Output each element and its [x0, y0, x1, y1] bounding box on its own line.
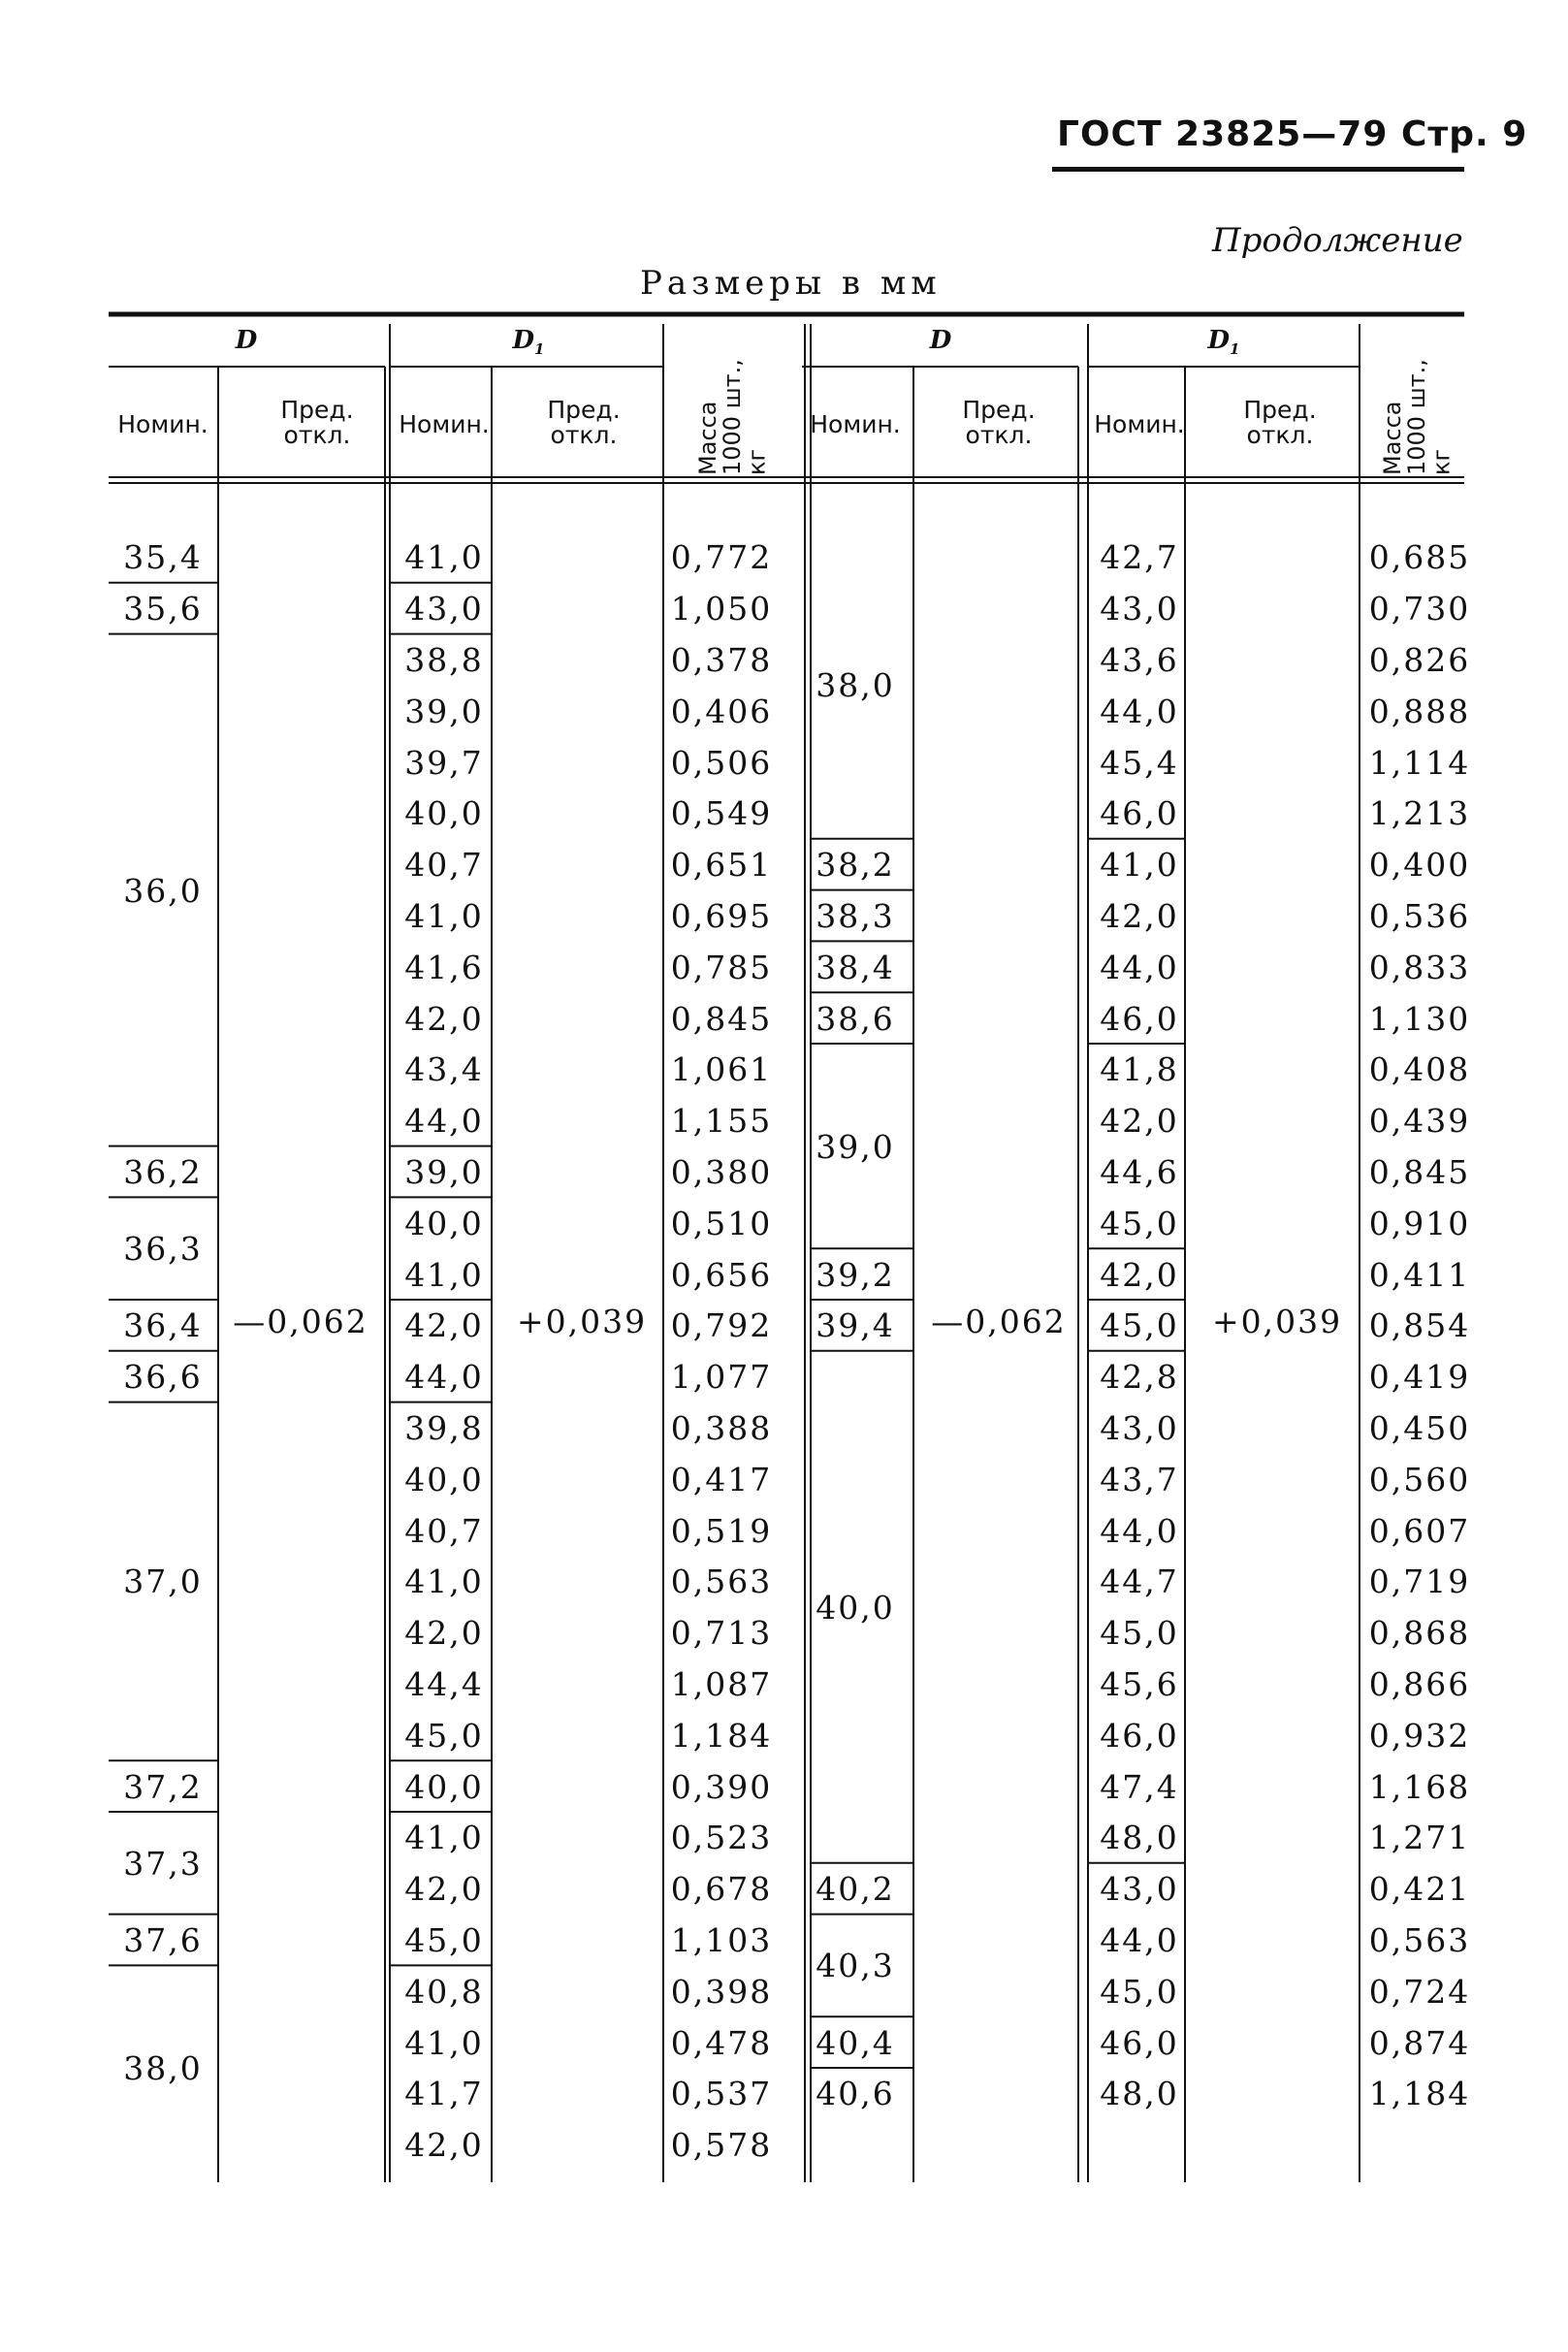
- left-d-nominal: 37,0: [123, 1563, 203, 1601]
- right-d1-nominal: 45,0: [1100, 1204, 1179, 1242]
- right-d1-nominal: 46,0: [1100, 2023, 1179, 2062]
- right-mass: 0,560: [1368, 1460, 1471, 1498]
- left-d1-nominal: 45,0: [404, 1921, 484, 1959]
- left-mass: 0,417: [670, 1460, 773, 1498]
- col-d1-nom-header-right: Номин.: [1094, 410, 1185, 438]
- left-mass: 0,578: [670, 2126, 773, 2165]
- right-mass: 0,563: [1368, 1921, 1471, 1959]
- left-mass: 0,651: [670, 846, 773, 885]
- col-d1-nom-header: Номин.: [399, 410, 490, 438]
- left-mass: 0,695: [670, 897, 773, 935]
- left-d-nominal: 36,0: [123, 871, 203, 910]
- left-d-tolerance: —0,062: [233, 1303, 368, 1340]
- left-d1-nominal: 40,0: [404, 1460, 484, 1498]
- right-d-nominal: 38,6: [816, 999, 895, 1038]
- right-mass: 1,184: [1368, 2075, 1471, 2113]
- right-mass: 0,730: [1368, 590, 1471, 628]
- right-mass: 0,833: [1368, 948, 1471, 986]
- col-d1-header-right: $D_1$: [1207, 326, 1240, 359]
- left-d1-nominal: 40,0: [404, 1204, 484, 1242]
- right-d1-nominal: 43,6: [1100, 641, 1179, 679]
- col-d1-dev-header: Пред. откл.: [547, 396, 621, 450]
- right-d-tolerance: —0,062: [931, 1303, 1067, 1340]
- left-d1-nominal: 41,6: [404, 948, 484, 986]
- right-mass: 0,450: [1368, 1409, 1471, 1447]
- col-d1-dev-header-right: Пред. откл.: [1243, 396, 1317, 450]
- right-d1-nominal: 41,8: [1100, 1050, 1179, 1089]
- table-grid: [109, 310, 1464, 2182]
- right-d1-nominal: 44,0: [1100, 948, 1179, 986]
- right-d-nominal: 40,2: [816, 1870, 895, 1909]
- left-d1-nominal: 40,0: [404, 1767, 484, 1806]
- right-mass: 1,168: [1368, 1767, 1471, 1806]
- right-mass: 0,421: [1368, 1870, 1471, 1909]
- left-d-nominal: 36,3: [123, 1230, 203, 1269]
- left-mass: 0,772: [670, 538, 773, 577]
- right-mass: 0,854: [1368, 1306, 1471, 1345]
- left-d1-nominal: 45,0: [404, 1716, 484, 1755]
- right-mass: 0,868: [1368, 1614, 1471, 1653]
- right-d-nominal: 40,6: [816, 2075, 895, 2113]
- right-mass: 0,826: [1368, 641, 1471, 679]
- left-mass: 1,061: [670, 1050, 773, 1089]
- left-mass: 0,519: [670, 1511, 773, 1550]
- right-d1-nominal: 42,8: [1100, 1358, 1179, 1397]
- col-mass-header: Масса 1000 шт., кг: [694, 359, 771, 475]
- right-mass: 0,400: [1368, 846, 1471, 885]
- right-d-nominal: 38,4: [816, 948, 895, 986]
- continuation-label: Продолжение: [1212, 221, 1463, 260]
- left-d1-tolerance: +0,039: [516, 1303, 648, 1340]
- left-mass: 1,184: [670, 1716, 773, 1755]
- right-d1-nominal: 43,0: [1100, 590, 1179, 628]
- right-mass: 0,411: [1368, 1255, 1471, 1294]
- right-mass: 0,724: [1368, 1972, 1471, 2011]
- right-d1-nominal: 46,0: [1100, 1716, 1179, 1755]
- left-d1-nominal: 38,8: [404, 641, 484, 679]
- header-rule: [1052, 167, 1464, 172]
- col-mass-header-right: Масса 1000 шт., кг: [1379, 359, 1456, 475]
- right-d1-nominal: 44,0: [1100, 692, 1179, 730]
- left-d1-nominal: 43,4: [404, 1050, 484, 1089]
- right-d1-nominal: 42,0: [1100, 1255, 1179, 1294]
- left-mass: 0,523: [670, 1819, 773, 1857]
- left-d1-nominal: 41,0: [404, 1255, 484, 1294]
- left-d1-nominal: 41,0: [404, 1819, 484, 1857]
- left-mass: 1,087: [670, 1665, 773, 1703]
- left-d-nominal: 36,6: [123, 1358, 203, 1397]
- left-mass: 0,406: [670, 692, 773, 730]
- left-d-nominal: 35,4: [123, 538, 203, 577]
- left-d-nominal: 36,4: [123, 1306, 203, 1345]
- left-d1-nominal: 39,7: [404, 743, 484, 782]
- units-caption: Размеры в мм: [640, 264, 942, 303]
- right-mass: 0,607: [1368, 1511, 1471, 1550]
- left-d-nominal: 36,2: [123, 1153, 203, 1191]
- right-d1-nominal: 45,4: [1100, 743, 1179, 782]
- right-d1-nominal: 46,0: [1100, 999, 1179, 1038]
- left-d1-nominal: 42,0: [404, 1306, 484, 1345]
- left-mass: 0,398: [670, 1972, 773, 2011]
- right-d1-nominal: 44,7: [1100, 1563, 1179, 1601]
- left-d1-nominal: 42,0: [404, 999, 484, 1038]
- right-mass: 1,130: [1368, 999, 1471, 1038]
- right-d-nominal: 39,4: [816, 1306, 895, 1345]
- left-mass: 0,785: [670, 948, 773, 986]
- left-mass: 0,390: [670, 1767, 773, 1806]
- col-d-dev-header-right: Пред. откл.: [962, 396, 1036, 450]
- left-mass: 0,656: [670, 1255, 773, 1294]
- left-mass: 0,478: [670, 2023, 773, 2062]
- right-mass: 1,213: [1368, 794, 1471, 833]
- left-d1-nominal: 44,0: [404, 1102, 484, 1141]
- left-mass: 0,388: [670, 1409, 773, 1447]
- left-mass: 0,506: [670, 743, 773, 782]
- right-mass: 0,536: [1368, 897, 1471, 935]
- right-d1-nominal: 45,0: [1100, 1614, 1179, 1653]
- right-d1-nominal: 46,0: [1100, 794, 1179, 833]
- left-mass: 0,792: [670, 1306, 773, 1345]
- left-d1-nominal: 41,7: [404, 2075, 484, 2113]
- right-mass: 0,719: [1368, 1563, 1471, 1601]
- left-d1-nominal: 40,0: [404, 794, 484, 833]
- left-d1-nominal: 41,0: [404, 538, 484, 577]
- left-d1-nominal: 42,0: [404, 1870, 484, 1909]
- left-d1-nominal: 41,0: [404, 2023, 484, 2062]
- col-d-nom-header-right: Номин.: [810, 410, 901, 438]
- right-d1-nominal: 43,0: [1100, 1409, 1179, 1447]
- right-d1-nominal: 45,0: [1100, 1306, 1179, 1345]
- left-d1-nominal: 42,0: [404, 1614, 484, 1653]
- right-d1-nominal: 43,7: [1100, 1460, 1179, 1498]
- left-mass: 0,380: [670, 1153, 773, 1191]
- right-d1-tolerance: +0,039: [1211, 1303, 1343, 1340]
- col-d-header-right: D: [929, 326, 952, 355]
- right-mass: 0,910: [1368, 1204, 1471, 1242]
- left-d1-nominal: 44,4: [404, 1665, 484, 1703]
- left-mass: 0,378: [670, 641, 773, 679]
- right-mass: 0,419: [1368, 1358, 1471, 1397]
- left-mass: 0,563: [670, 1563, 773, 1601]
- right-mass: 0,685: [1368, 538, 1471, 577]
- doc-number: ГОСТ 23825—79: [1057, 114, 1389, 154]
- left-d1-nominal: 39,0: [404, 1153, 484, 1191]
- right-d1-nominal: 44,0: [1100, 1921, 1179, 1959]
- left-mass: 1,050: [670, 590, 773, 628]
- right-d-nominal: 40,0: [816, 1588, 895, 1627]
- left-d1-nominal: 41,0: [404, 897, 484, 935]
- left-d1-nominal: 42,0: [404, 2126, 484, 2165]
- dimensions-table: [109, 310, 1471, 2182]
- right-d1-nominal: 45,0: [1100, 1972, 1179, 2011]
- right-d-nominal: 40,3: [816, 1947, 895, 1985]
- left-d1-nominal: 41,0: [404, 1563, 484, 1601]
- right-d1-nominal: 42,0: [1100, 1102, 1179, 1141]
- left-d1-nominal: 40,7: [404, 846, 484, 885]
- right-mass: 1,271: [1368, 1819, 1471, 1857]
- right-d1-nominal: 42,0: [1100, 897, 1179, 935]
- right-mass: 1,114: [1368, 743, 1471, 782]
- right-mass: 0,932: [1368, 1716, 1471, 1755]
- left-mass: 1,155: [670, 1102, 773, 1141]
- right-d-nominal: 40,4: [816, 2023, 895, 2062]
- left-mass: 1,103: [670, 1921, 773, 1959]
- right-mass: 0,874: [1368, 2023, 1471, 2062]
- right-d1-nominal: 44,6: [1100, 1153, 1179, 1191]
- left-mass: 0,510: [670, 1204, 773, 1242]
- left-mass: 0,537: [670, 2075, 773, 2113]
- page-number: Стр. 9: [1400, 114, 1528, 154]
- col-d-nom-header: Номин.: [117, 410, 208, 438]
- right-d-nominal: 39,0: [816, 1127, 895, 1166]
- left-mass: 1,077: [670, 1358, 773, 1397]
- col-d-header: D: [235, 326, 258, 355]
- right-d1-nominal: 43,0: [1100, 1870, 1179, 1909]
- left-mass: 0,678: [670, 1870, 773, 1909]
- left-d1-nominal: 40,7: [404, 1511, 484, 1550]
- left-d-nominal: 38,0: [123, 2049, 203, 2087]
- left-mass: 0,549: [670, 794, 773, 833]
- left-d1-nominal: 39,8: [404, 1409, 484, 1447]
- right-mass: 0,888: [1368, 692, 1471, 730]
- right-d1-nominal: 44,0: [1100, 1511, 1179, 1550]
- left-mass: 0,845: [670, 999, 773, 1038]
- right-mass: 0,408: [1368, 1050, 1471, 1089]
- right-d1-nominal: 48,0: [1100, 1819, 1179, 1857]
- right-d1-nominal: 41,0: [1100, 846, 1179, 885]
- left-d-nominal: 35,6: [123, 590, 203, 628]
- page-header: [1057, 114, 1527, 154]
- right-d1-nominal: 48,0: [1100, 2075, 1179, 2113]
- right-mass: 0,439: [1368, 1102, 1471, 1141]
- col-d-dev-header: Пред. откл.: [280, 396, 354, 450]
- left-d-nominal: 37,6: [123, 1921, 203, 1959]
- right-mass: 0,866: [1368, 1665, 1471, 1703]
- right-d1-nominal: 42,7: [1100, 538, 1179, 577]
- left-d1-nominal: 40,8: [404, 1972, 484, 2011]
- left-d1-nominal: 43,0: [404, 590, 484, 628]
- right-d1-nominal: 47,4: [1100, 1767, 1179, 1806]
- right-d-nominal: 38,0: [816, 666, 895, 705]
- right-mass: 0,845: [1368, 1153, 1471, 1191]
- left-d1-nominal: 39,0: [404, 692, 484, 730]
- left-d1-nominal: 44,0: [404, 1358, 484, 1397]
- right-d-nominal: 38,3: [816, 897, 895, 935]
- right-d-nominal: 39,2: [816, 1255, 895, 1294]
- left-d-nominal: 37,3: [123, 1844, 203, 1883]
- left-mass: 0,713: [670, 1614, 773, 1653]
- right-d1-nominal: 45,6: [1100, 1665, 1179, 1703]
- left-d-nominal: 37,2: [123, 1767, 203, 1806]
- right-d-nominal: 38,2: [816, 846, 895, 885]
- col-d1-header: $D_1$: [512, 326, 545, 359]
